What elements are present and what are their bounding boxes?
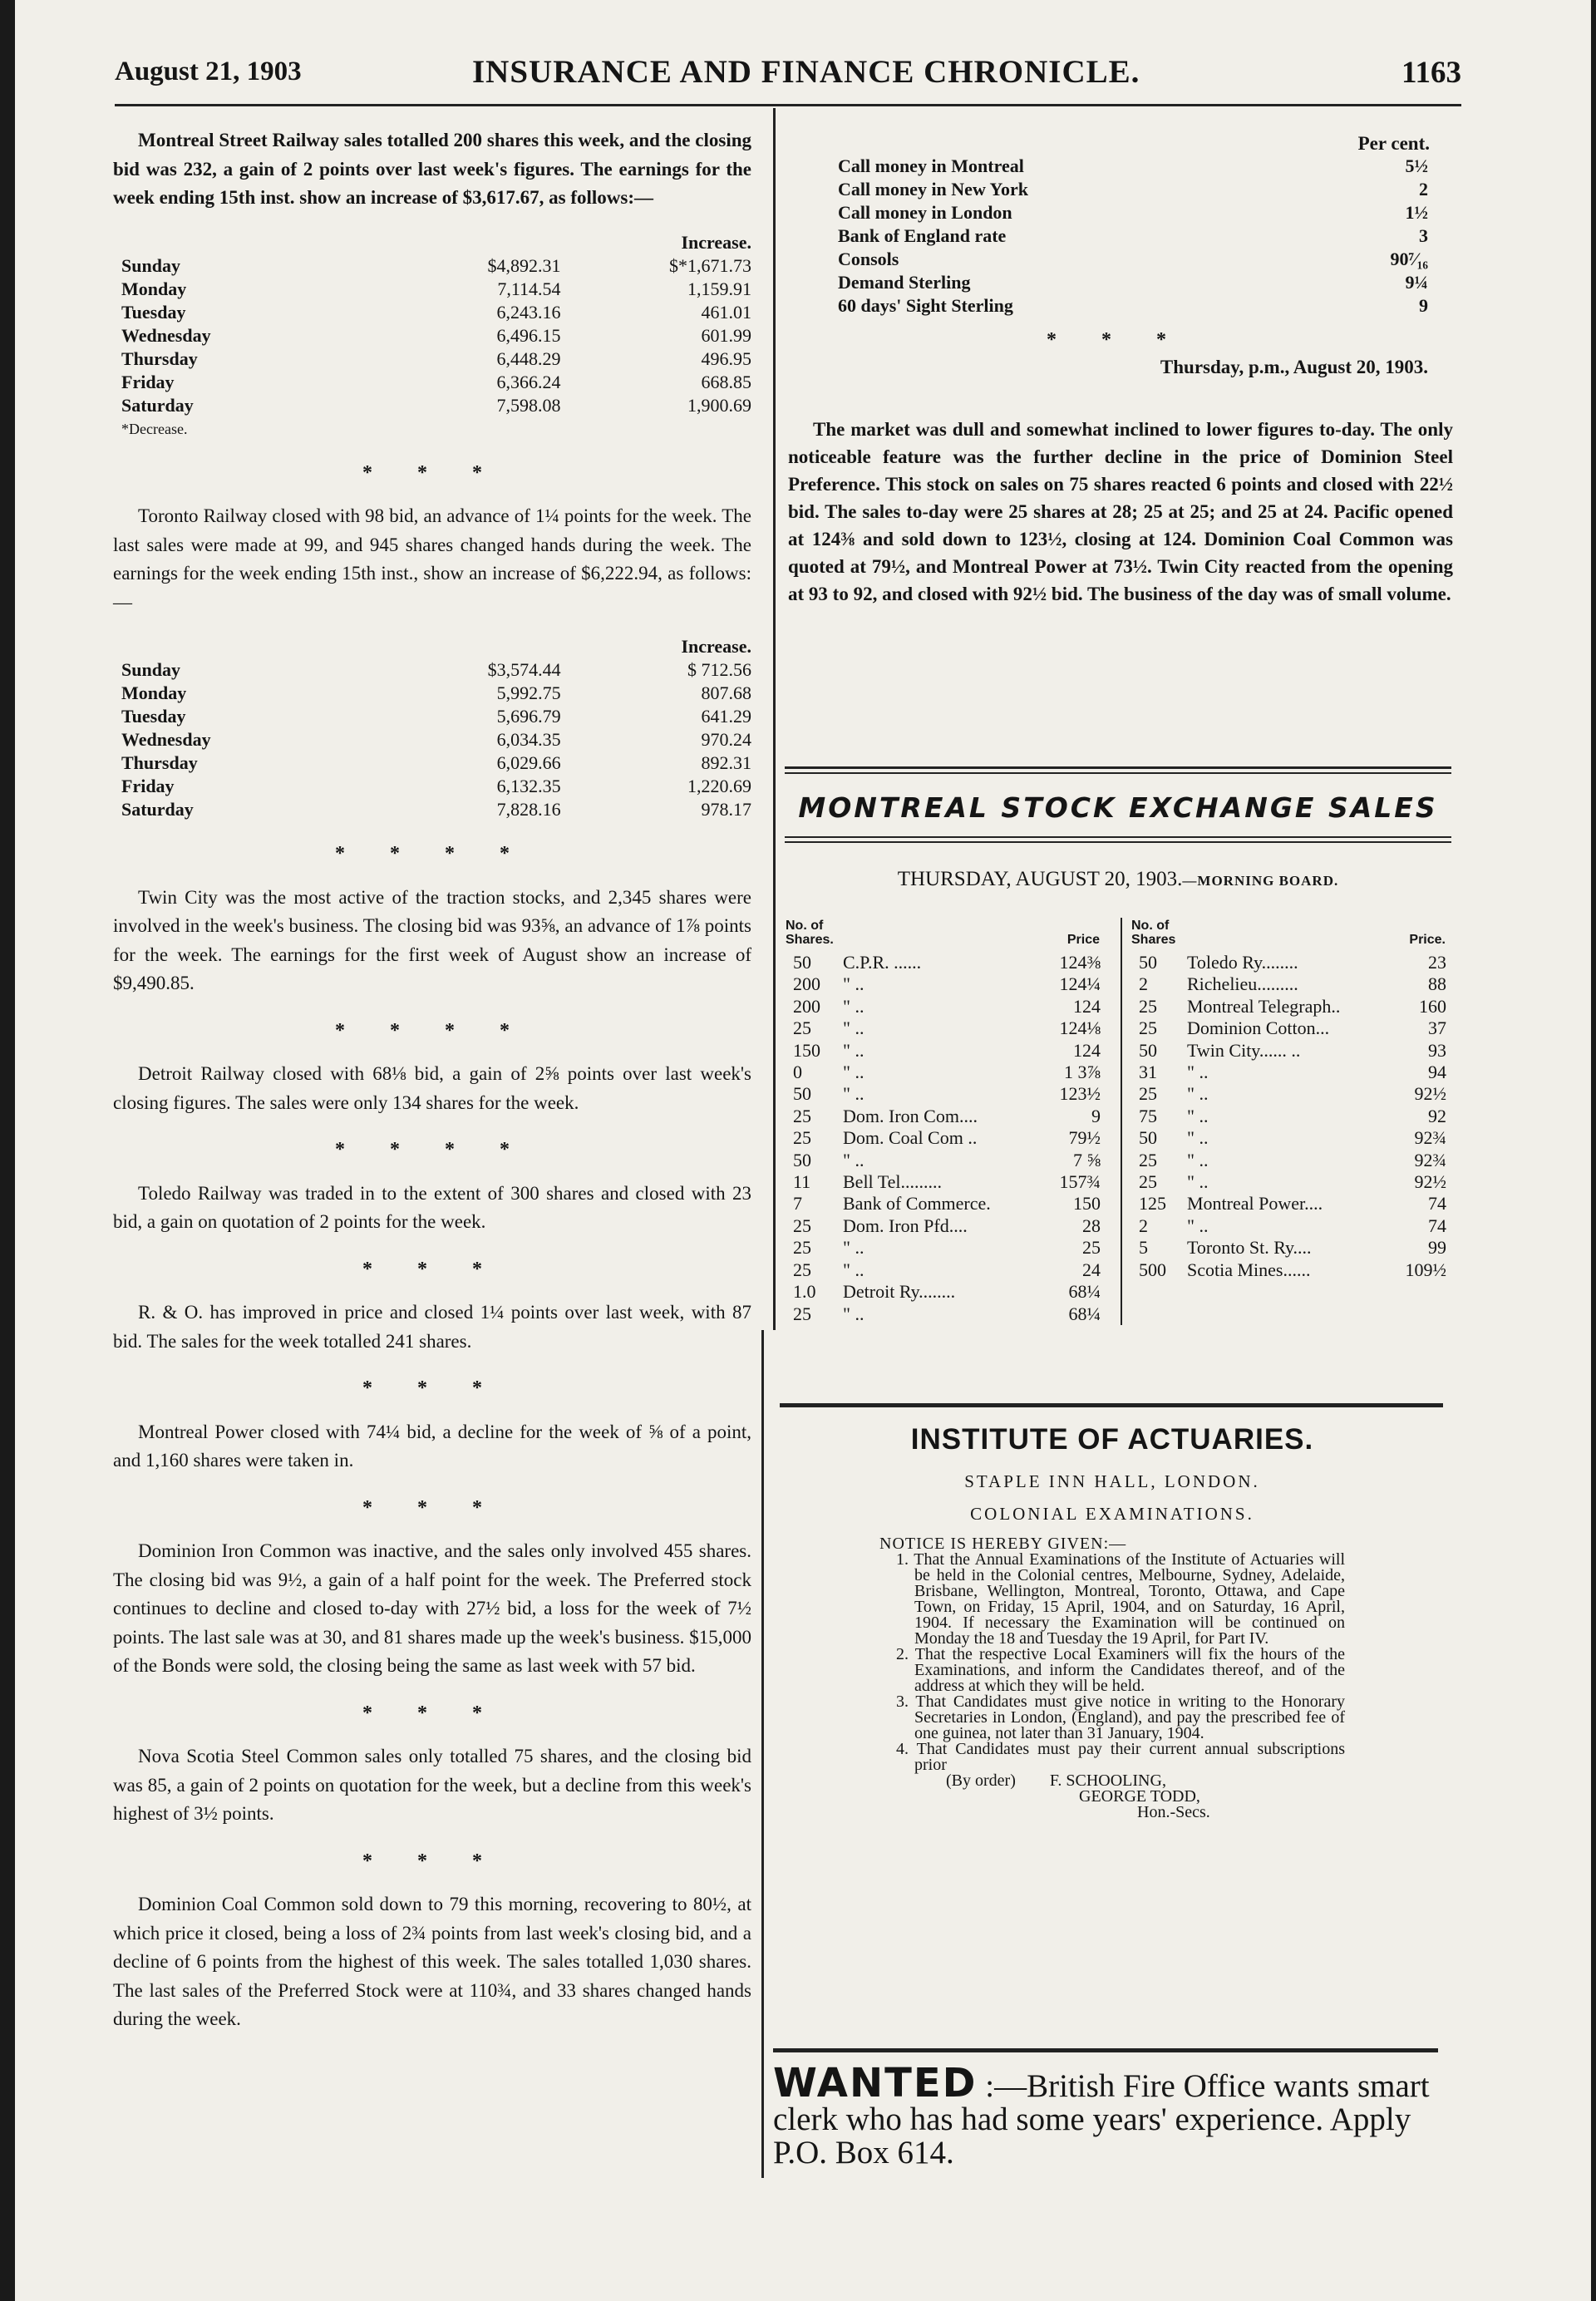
value-cell: 6,366.24 [496,371,561,392]
toledo-railway-paragraph: Toledo Railway was traded in to the extent of 300 shares and closed with 23 bid, a gain on quotation of 2 points for the week. [113,1182,751,1232]
value-cell: $4,892.31 [487,254,561,276]
section-divider-stars: * * * [362,1850,502,1872]
price-cell: 157¾ [1059,1171,1101,1193]
table-row [785,1281,1101,1303]
sales-subtitle [785,868,1451,891]
montreal-power-paragraph: Montreal Power closed with 74¼ bid, a decline for the week of ⅝ of a point, and 1,160 shares were taken in. [113,1421,751,1471]
table-row [121,278,751,301]
rate-row [838,178,1445,201]
stock-header-blank [838,918,1032,952]
section-divider-stars: * * * * [335,843,530,865]
rate-row [838,224,1445,248]
table-header-row [785,918,1101,952]
sales-table-right [1130,918,1446,1281]
stock-cell: " .. [843,1237,864,1259]
table-row [785,1237,1101,1259]
shares-cell: 75 [1139,1105,1157,1126]
increase-cell: 496.95 [701,347,751,369]
day-cell: Friday [121,371,175,392]
rate-value: 1½ [1405,202,1428,223]
detroit-railway-paragraph: Detroit Railway closed with 68⅛ bid, a gain of 2⅝ points over last week's closing figures. The sales were only 134 shares for the week. [113,1063,751,1113]
price-header: Price [1066,933,1100,947]
rate-name: Consols [838,249,899,269]
price-cell: 25 [1082,1237,1101,1259]
value-cell: 7,598.08 [496,394,561,416]
rates-header: Per cent. [1357,133,1430,154]
rate-name: Bank of England rate [838,225,1007,246]
header-title: INSURANCE AND FINANCE CHRONICLE. [472,54,1140,90]
stock-cell: " .. [843,1083,864,1105]
stock-cell: " .. [1187,1127,1209,1149]
value-cell: 6,029.66 [496,752,561,773]
value-cell: 5,992.75 [496,682,561,703]
newspaper-page [15,0,1591,2301]
rate-value: 2 [1419,179,1428,200]
rate-row [838,201,1445,224]
table-row [785,952,1101,973]
shares-cell: 25 [793,1259,811,1280]
table-row [1130,1150,1446,1171]
shares-cell: 11 [793,1171,811,1193]
stock-cell: Montreal Telegraph.. [1187,995,1341,1017]
stock-cell: Toronto St. Ry.... [1187,1237,1312,1259]
increase-cell: 461.01 [701,301,751,323]
value-cell: 7,114.54 [497,278,561,299]
table-row [121,775,751,798]
stock-cell: " .. [843,995,864,1017]
price-header: Price. [1409,933,1446,947]
shares-cell: 50 [793,952,811,973]
twin-city-paragraph: Twin City was the most active of the traction stocks, and 2,345 shares were involved in the week's business. The closing bid was 93⅝, an advance of 1⅞ points for the week. The earnings for the first week of August show an increase of $9,490.85. [113,886,751,993]
increase-header: Increase. [681,636,751,657]
shares-cell: 2 [1139,1215,1148,1236]
shares-cell: 25 [1139,1083,1157,1105]
column-divider-lower [761,1330,764,2178]
table-row [1130,1017,1446,1039]
signatory-2: GEORGE TODD, [1079,1787,1200,1806]
price-cell: 109½ [1405,1259,1446,1280]
shares-cell: 5 [1139,1237,1148,1259]
value-cell: 5,696.79 [496,706,561,727]
table-row [1130,1083,1446,1105]
table-row [121,705,751,728]
actuaries-exam: COLONIAL EXAMINATIONS. [970,1504,1254,1524]
table-row [785,1083,1101,1105]
table-row [1130,1193,1446,1215]
shares-cell: 200 [793,973,820,995]
rate-row [838,248,1445,271]
rate-name: Call money in London [838,202,1012,223]
price-cell: 150 [1073,1193,1101,1215]
market-paragraph: The market was dull and somewhat inclined to lower figures to-day. The only noticeable feature was the further decline in the price of Dominion Steel Preference. This stock on sales on 75 shares reacted 6 points and closed with 22½ bid. The sales to-day were 25 shares at 28; 25 at 25; and 25 at 24. Pacific opened at 124⅜ and sold down to 123½, closing at 124. Dominion Coal Common was quoted at 79½, and Montreal Power at 73½. Twin City reacted from the opening at 93 to 92, and closed with 92½ bid. The business of the day was of small volume. [788,419,1453,604]
dominion-coal-paragraph: Dominion Coal Common sold down to 79 this morning, recovering to 80½, at which price it closed, being a loss of 2¾ points from last week's closing bid, and a decline of 6 points from the highest of this week. The sales totalled 1,030 shares. The last sales of the Preferred Stock were at 110¾, and 33 shares changed hands during the week. [113,1894,751,2029]
stock-header-blank [1182,918,1383,952]
table-row [121,301,751,324]
table-row [785,1106,1101,1127]
increase-cell: 668.85 [701,371,751,392]
increase-cell: 1,159.91 [687,278,751,299]
shares-cell: 1.0 [793,1281,816,1303]
stock-cell: " .. [1187,1171,1209,1193]
shares-cell: 25 [793,1303,811,1324]
stock-cell: " .. [843,1149,864,1170]
stock-cell: Toledo Ry........ [1187,952,1298,973]
section-divider-stars: * * * * [335,1019,530,1042]
table-row [1130,973,1446,995]
rate-value: 5½ [1405,155,1428,176]
price-cell: 92½ [1414,1083,1446,1105]
actuaries-title: INSTITUTE OF ACTUARIES. [910,1423,1314,1456]
shares-cell: 25 [793,1105,811,1126]
actuaries-body [879,1536,1345,1821]
section-divider-stars: * * * [362,1258,502,1280]
stock-cell: Twin City...... .. [1187,1039,1301,1061]
rate-row [838,271,1445,294]
notice-item: 1. That the Annual Examinations of the Institute of Actuaries will be held in the Colonial centres, Melbourne, Sydney, Adelaide, Brisbane, Wellington, Montreal, Toronto, Ottawa, and Cape Town, on Friday, 15 April, 1904, and on Saturday, 16 April, 1904. If necessary the Examination will be continued on Monday the 18 and Tuesday the 19 April, for Part IV. [896,1550,1345,1648]
rate-name: 60 days' Sight Sterling [838,295,1013,316]
table-header-row [121,635,751,658]
double-rule [785,836,1451,838]
actuaries-place: STAPLE INN HALL, LONDON. [964,1471,1260,1491]
table-row [785,1193,1101,1215]
table-row [785,996,1101,1017]
stock-cell: " .. [1187,1105,1209,1126]
table-row [785,1017,1101,1039]
price-cell: 68¼ [1068,1281,1101,1303]
stock-cell: " .. [843,973,864,995]
increase-cell: 892.31 [701,752,751,773]
shares-cell: 25 [1139,995,1157,1017]
shares-cell: 50 [1139,1039,1157,1061]
shares-cell: 25 [1139,1149,1157,1170]
stock-cell: " .. [1187,1215,1209,1236]
day-cell: Thursday [121,347,198,369]
day-cell: Saturday [121,394,194,416]
shares-cell: 25 [793,1237,811,1259]
price-cell: 74 [1428,1193,1446,1215]
price-cell: 92¾ [1414,1127,1446,1149]
price-cell: 99 [1428,1237,1446,1259]
stock-cell: " .. [843,1303,864,1324]
rate-value: 9 [1419,295,1428,316]
table-row [785,1171,1101,1193]
day-cell: Tuesday [121,301,186,323]
table-row [121,798,751,821]
rate-value: 9¼ [1405,272,1428,293]
price-cell: 92½ [1414,1171,1446,1193]
value-cell: 6,132.35 [496,776,561,796]
section-divider-stars: * * * [362,1702,502,1724]
day-cell: Wednesday [121,729,211,750]
table-row [121,371,751,394]
sales-right-body [1130,952,1446,1281]
wanted-advertisement [773,2060,1446,2170]
sales-board: —MORNING BOARD. [1182,873,1339,889]
stock-cell: Dominion Cotton... [1187,1017,1330,1039]
stock-cell: Bank of Commerce. [843,1193,991,1215]
stock-cell: C.P.R. ...... [843,952,922,973]
shares-header: No. of Shares [1131,919,1176,947]
stock-cell: " .. [843,1017,864,1039]
rate-name: Call money in New York [838,179,1028,200]
price-cell: 28 [1082,1215,1101,1236]
stock-cell: Scotia Mines...... [1187,1259,1311,1280]
increase-cell: 1,220.69 [687,776,751,796]
wanted-heading: WANTED [773,2060,978,2106]
day-cell: Sunday [121,659,180,680]
increase-cell: 807.68 [701,682,751,703]
table-row [1130,1215,1446,1237]
shares-cell: 25 [793,1127,811,1149]
market-dateline: Thursday, p.m., August 20, 1903. [1160,357,1428,377]
value-cell: 6,448.29 [496,347,561,369]
price-cell: 123½ [1059,1083,1101,1105]
table-row [1130,996,1446,1017]
table-row [121,751,751,775]
sales-table-left [785,918,1101,1325]
table-row [1130,1040,1446,1062]
day-cell: Saturday [121,799,194,820]
sales-left-body [785,952,1101,1325]
section-divider-stars: * * * * [335,1139,530,1160]
price-cell: 93 [1428,1039,1446,1061]
money-rates [788,133,1445,378]
shares-cell: 500 [1139,1259,1166,1280]
price-cell: 92 [1428,1105,1446,1126]
price-cell: 68¼ [1068,1303,1101,1324]
price-cell: 9 [1091,1105,1101,1126]
market-report [788,416,1453,608]
shares-cell: 50 [793,1149,811,1170]
shares-cell: 125 [1139,1193,1166,1215]
section-divider-stars: * * * [362,1496,502,1519]
price-cell: 74 [1428,1215,1446,1236]
shares-cell: 50 [793,1083,811,1105]
stock-cell: " .. [843,1039,864,1061]
increase-cell: 601.99 [701,324,751,346]
dominion-iron-paragraph: Dominion Iron Common was inactive, and the sales only involved 455 shares. The closing bid was 9½, a gain of a half point for the week. The Preferred stock continues to decline and closed to-day with 27½ bid, a loss for the week of 7½ points. The last sale was at 30, and 81 shares made up the week's business. $15,000 of the Bonds were sold, the closing being the same as last week with 57 bid. [113,1540,751,1676]
decrease-note: *Decrease. [121,420,188,437]
stock-cell: Dom. Iron Pfd.... [843,1215,968,1236]
price-cell: 124¼ [1059,973,1101,995]
sales-divider [1121,918,1122,1325]
column-divider [773,108,776,1330]
value-cell: 6,496.15 [496,324,561,346]
price-cell: 160 [1419,995,1446,1017]
table-row [121,682,751,705]
table-row [1130,1127,1446,1149]
increase-cell: 978.17 [701,799,751,820]
table-row [1130,1062,1446,1083]
sales-date: THURSDAY, AUGUST 20, 1903. [897,868,1183,890]
notice-item: 4. That Candidates must pay their current annual subscriptions prior [896,1740,1345,1774]
table-row [121,394,751,417]
section-divider-stars: * * * [1047,329,1186,351]
rate-value: 90⁷⁄₁₆ [1390,249,1428,269]
stock-cell: " .. [1187,1149,1209,1170]
stock-cell: Dom. Iron Com.... [843,1105,978,1126]
price-cell: 37 [1428,1017,1446,1039]
increase-cell: $*1,671.73 [669,254,751,276]
double-rule [785,841,1451,843]
actuaries-notice [879,1423,1345,1821]
value-cell: 7,828.16 [496,799,561,820]
increase-cell: 970.24 [701,729,751,750]
toronto-railway-earnings-table [121,635,751,821]
table-row [1130,1171,1446,1193]
shares-cell: 25 [1139,1017,1157,1039]
increase-header: Increase. [681,231,751,253]
notice-item: 2. That the respective Local Examiners will fix the hours of the Examinations, and inform the Candidates thereof, and of the address at which they will be held. [896,1645,1345,1695]
rate-row [838,294,1445,318]
table-row [121,658,751,682]
rate-name: Demand Sterling [838,272,971,293]
shares-cell: 0 [793,1062,802,1083]
double-rule [785,772,1451,774]
header-page-number: 1163 [1401,56,1461,90]
section-divider-stars: * * * [362,1377,502,1399]
stock-cell: " .. [843,1259,864,1280]
price-cell: 124⅛ [1059,1017,1101,1039]
price-cell: 7 ⅝ [1073,1149,1101,1170]
shares-cell: 50 [1139,1127,1157,1149]
section-divider-stars: * * * [362,461,502,484]
stock-exchange-title: MONTREAL STOCK EXCHANGE SALES [798,791,1438,824]
stock-cell: " .. [843,1062,864,1083]
stock-cell: " .. [1187,1062,1209,1083]
value-cell: $3,574.44 [487,659,561,680]
table-row [785,1303,1101,1325]
shares-cell: 50 [1139,952,1157,973]
table-row [121,347,751,371]
stock-cell: Richelieu......... [1187,973,1298,995]
shares-cell: 2 [1139,973,1148,995]
toronto-railway-paragraph: Toronto Railway closed with 98 bid, an advance of 1¼ points for the week. The last sales were made at 99, and 945 shares changed hands during the week. The earnings for the week ending 15th inst., show an increase of $6,222.94, as follows:— [113,505,751,613]
stock-cell: Montreal Power.... [1187,1193,1323,1215]
wanted-text: :—British Fire Office wants smart clerk who has had some years' experience. Apply P.O. Box 614. [773,2068,1430,2170]
table-header-row [121,231,751,254]
stock-cell: Detroit Ry........ [843,1281,956,1303]
signatory-1: F. SCHOOLING, [1049,1771,1166,1790]
shares-cell: 25 [793,1215,811,1236]
increase-cell: $ 712.56 [687,659,751,680]
day-cell: Wednesday [121,324,211,346]
shares-cell: 7 [793,1193,802,1215]
day-cell: Monday [121,682,187,703]
value-cell: 6,034.35 [496,729,561,750]
increase-cell: 641.29 [701,706,751,727]
price-cell: 124⅜ [1059,952,1101,973]
by-order: (By order) [946,1771,1016,1790]
rate-row [838,155,1445,178]
table-row [785,1062,1101,1083]
value-cell: 6,243.16 [496,301,561,323]
table-row [121,254,751,278]
shares-cell: 200 [793,995,820,1017]
table-row [1130,1237,1446,1259]
table-header-row [1130,918,1446,952]
left-column [113,126,751,2034]
price-cell: 92¾ [1414,1149,1446,1170]
rate-value: 3 [1419,225,1428,246]
price-cell: 124 [1073,995,1101,1017]
notice-lead: NOTICE IS HEREBY GIVEN:— [879,1535,1127,1553]
stock-cell: Bell Tel......... [843,1171,943,1193]
day-cell: Tuesday [121,706,186,727]
notice-item: 3. That Candidates must give notice in writing to the Honorary Secretaries in London, (England), and pay the prescribed fee of one guinea, not later than 31 January, 1904. [896,1692,1345,1742]
price-cell: 94 [1428,1062,1446,1083]
day-cell: Sunday [121,254,180,276]
nova-scotia-steel-paragraph: Nova Scotia Steel Common sales only totalled 75 shares, and the closing bid was 85, a gain of 2 points on quotation for the week, but a decline from this week's highest of 3½ points. [113,1746,751,1824]
price-cell: 23 [1428,952,1446,973]
price-cell: 79½ [1068,1127,1101,1149]
table-row [785,1215,1101,1237]
table-row [1130,1259,1446,1281]
table-row [1130,952,1446,973]
shares-header: No. of Shares. [786,919,834,947]
table-row [785,973,1101,995]
price-cell: 1 3⅞ [1064,1062,1101,1083]
table-row [785,1040,1101,1062]
shares-cell: 31 [1139,1062,1157,1083]
stock-cell: " .. [1187,1083,1209,1105]
price-cell: 124 [1073,1039,1101,1061]
table-row [121,324,751,347]
double-rule [785,766,1451,769]
section-rule [780,1403,1443,1407]
rate-name: Call money in Montreal [838,155,1024,176]
shares-cell: 25 [793,1017,811,1039]
day-cell: Monday [121,278,187,299]
day-cell: Thursday [121,752,198,773]
r-and-o-paragraph: R. & O. has improved in price and closed 1¼ points over last week, with 87 bid. The sales for the week totalled 241 shares. [113,1302,751,1352]
page-header [115,52,1461,93]
hon-secs: Hon.-Secs. [1137,1803,1210,1821]
table-note-row [121,417,751,441]
rates-list [838,155,1445,318]
shares-cell: 150 [793,1039,820,1061]
price-cell: 24 [1082,1259,1101,1280]
day-cell: Friday [121,776,175,796]
street-railway-earnings-table [121,231,751,441]
table-row [785,1150,1101,1171]
street-railway-paragraph: Montreal Street Railway sales totalled 200 shares this week, and the closing bid was 232, a gain of 2 points over last week's figures. The earnings for the week ending 15th inst. show an increase of $3,617.67, as follows:— [113,130,751,208]
table-row [785,1127,1101,1149]
shares-cell: 25 [1139,1171,1157,1193]
price-cell: 88 [1428,973,1446,995]
header-date: August 21, 1903 [115,57,302,86]
table-row [1130,1106,1446,1127]
table-row [785,1259,1101,1281]
stock-cell: Dom. Coal Com .. [843,1127,978,1149]
table-row [121,728,751,751]
increase-cell: 1,900.69 [687,394,751,416]
section-rule [773,2048,1438,2052]
header-rule [115,104,1461,106]
